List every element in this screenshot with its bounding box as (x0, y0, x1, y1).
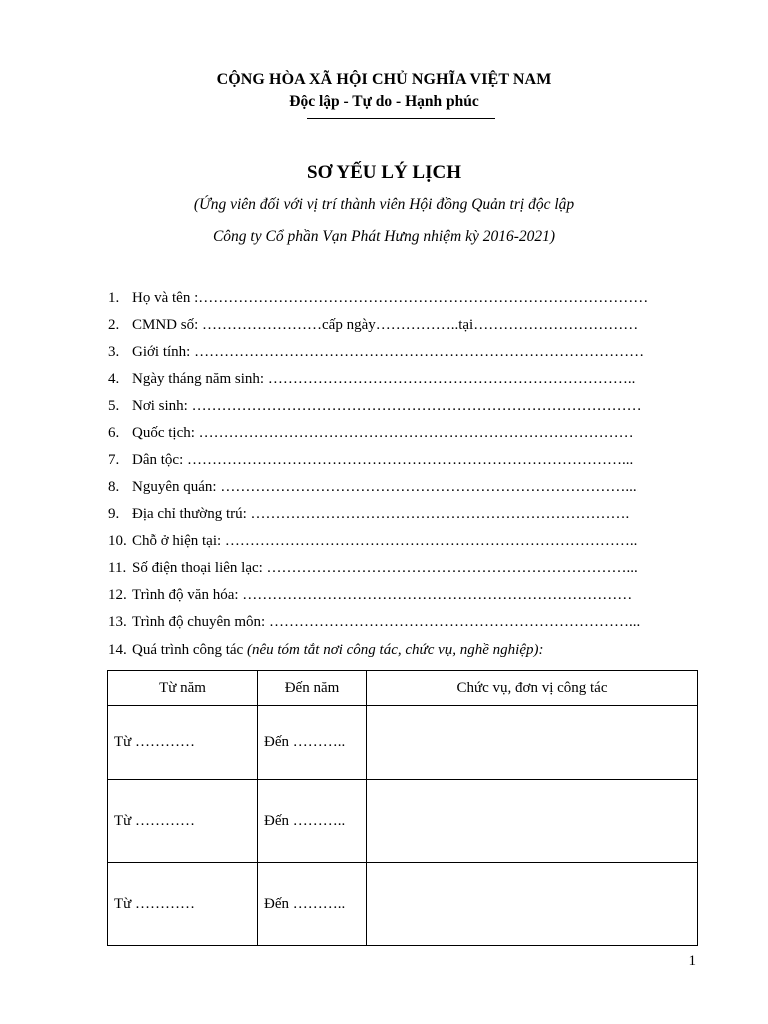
field-number: 8. (108, 479, 120, 495)
field-number: 10. (108, 533, 127, 549)
field-label: Giới tính: ……………………………………………………………………………… (132, 344, 645, 360)
field-phone (108, 560, 698, 580)
cell-from: Từ ………… (108, 780, 258, 863)
field-label (132, 642, 544, 659)
field-number: 9. (108, 506, 120, 522)
field-hometown (108, 479, 698, 499)
nation-motto: Độc lập - Tự do - Hạnh phúc (289, 93, 479, 110)
cell-position (367, 863, 698, 946)
subtitle-line-2: Công ty Cổ phần Vạn Phát Hưng nhiệm kỳ 2016-2021) (212, 228, 556, 245)
work-history-table (107, 670, 698, 946)
table-row (108, 863, 698, 946)
field-gender (108, 344, 698, 364)
document-title: SƠ YẾU LÝ LỊCH (307, 162, 461, 183)
cell-to: Đến ……….. (258, 780, 367, 863)
field-id-card (108, 317, 698, 337)
page-number: 1 (688, 953, 696, 969)
field-label: Địa chỉ thường trú: …………………………………………………………………. (132, 506, 630, 522)
field-label: Trình độ văn hóa: …………………………………………………………………… (132, 587, 633, 603)
field-number: 12. (108, 587, 127, 603)
table-row (108, 706, 698, 780)
field-full-name (108, 290, 698, 310)
table-header-row (108, 671, 698, 706)
field-number: 3. (108, 344, 120, 360)
field-label: Quốc tịch: …………………………………………………………………………… (132, 425, 634, 441)
field-label-text: Quá trình công tác (132, 642, 247, 658)
motto-underline (307, 118, 495, 119)
field-label: Ngày tháng năm sinh: ……………………………………………………………….. (132, 371, 636, 387)
field-label: Số điện thoại liên lạc: ………………………………………………………………... (132, 560, 638, 576)
field-ethnicity (108, 452, 698, 472)
field-label: CMND số: ……………………cấp ngày……………..tại…………………………… (132, 317, 639, 333)
nation-title: CỘNG HÒA XÃ HỘI CHỦ NGHĨA VIỆT NAM (216, 71, 552, 88)
column-header-from-year: Từ năm (108, 671, 258, 706)
field-current-residence (108, 533, 698, 553)
field-qualification (108, 614, 698, 634)
field-label: Trình độ chuyên môn: ………………………………………………………………... (132, 614, 641, 630)
table-row (108, 780, 698, 863)
field-birth-date (108, 371, 698, 391)
field-permanent-address (108, 506, 698, 526)
field-number: 2. (108, 317, 120, 333)
subtitle-line-1: (Ứng viên đối với vị trí thành viên Hội đồng Quản trị độc lập (193, 196, 575, 213)
field-number: 5. (108, 398, 120, 414)
cell-from: Từ ………… (108, 706, 258, 780)
field-work-history (108, 642, 698, 662)
field-number: 7. (108, 452, 120, 468)
field-number: 4. (108, 371, 120, 387)
field-label: Họ và tên :……………………………………………………………………………… (132, 290, 649, 306)
field-number: 6. (108, 425, 120, 441)
field-number: 13. (108, 614, 127, 630)
cell-position (367, 780, 698, 863)
field-label: Chỗ ở hiện tại: ……………………………………………………………………….. (132, 533, 638, 549)
field-number: 1. (108, 290, 120, 306)
field-label: Nguyên quán: ………………………………………………………………………... (132, 479, 637, 495)
field-label: Nơi sinh: ……………………………………………………………………………… (132, 398, 642, 414)
field-nationality (108, 425, 698, 445)
column-header-position: Chức vụ, đơn vị công tác (367, 671, 698, 706)
field-number: 14. (108, 642, 127, 658)
field-birth-place (108, 398, 698, 418)
cell-to: Đến ……….. (258, 863, 367, 946)
cell-from: Từ ………… (108, 863, 258, 946)
field-label: Dân tộc: ……………………………………………………………………………... (132, 452, 634, 468)
cell-position (367, 706, 698, 780)
cell-to: Đến ……….. (258, 706, 367, 780)
column-header-to-year: Đến năm (258, 671, 367, 706)
field-number: 11. (108, 560, 127, 576)
field-note: (nêu tóm tắt nơi công tác, chức vụ, nghề nghiệp): (246, 642, 544, 658)
field-education-level (108, 587, 698, 607)
